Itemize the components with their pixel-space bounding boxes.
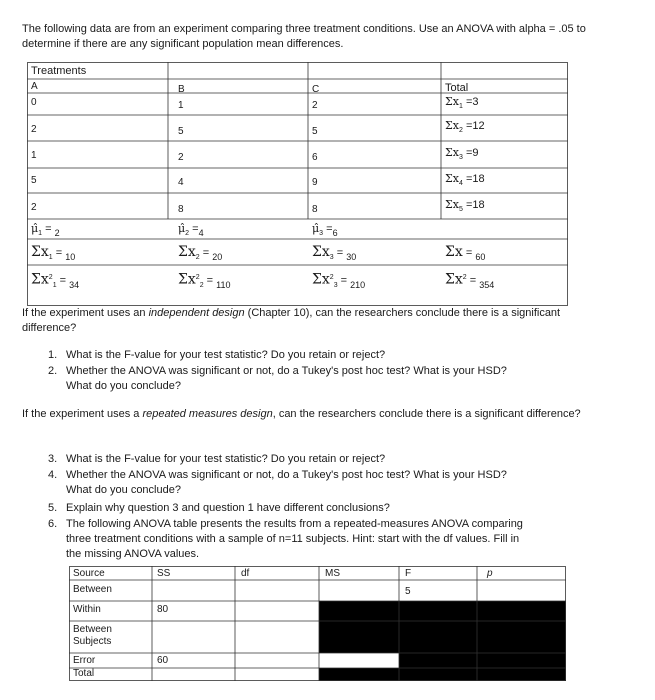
data-table-gridlines [27, 62, 568, 306]
header-total: Total [445, 82, 469, 94]
cell-r2-a: 2 [31, 124, 37, 135]
question-4: 4. Whether the ANOVA was significant or not, do a Tukey's post hoc test? What is your HSD? What do you conclude? [48, 469, 507, 496]
anova-ss-error: 60 [157, 655, 169, 666]
question-3: 3. What is the F-value for your test statistic? Do you retain or reject? [48, 453, 386, 465]
cell-r4-b: 4 [178, 177, 184, 188]
cell-r5-c: 8 [312, 204, 318, 215]
total-x2: $\Sigma x_2 =12$ [445, 119, 485, 135]
anova-table [69, 566, 566, 681]
sum-total: Σx = $_{60}$ [445, 244, 486, 262]
sum-b: $\Sigma x_2 = _{20}$ [178, 244, 223, 262]
anova-source-within: Within [73, 604, 101, 615]
header-c: C [312, 84, 320, 95]
anova-ss-within: 80 [157, 604, 169, 615]
anova-header-source: Source [73, 568, 105, 579]
sum-c: $\Sigma x_3 = _{30}$ [312, 244, 357, 262]
repeated-design-text: If the experiment uses a repeated measures design, can the researchers conclude there is a significant difference? [22, 408, 581, 420]
cell-r4-c: 9 [312, 177, 318, 188]
sumsq-b: $\Sigma x^2_2 = _{110}$ [178, 271, 231, 290]
anova-source-between: Between [73, 584, 112, 595]
anova-source-between-subjects: Between Subjects [73, 624, 112, 647]
cell-r5-a: 2 [31, 202, 37, 213]
treatments-label: Treatments [31, 65, 87, 77]
question-6: 6. The following ANOVA table presents the results from a repeated-measures ANOVA comparing three treatment conditions with a sample of n=11 subjects. Hint: start with the df values. Fill in the missing ANOVA values. [48, 518, 523, 560]
cell-r3-b: 2 [178, 152, 184, 163]
mean-c: $\mû_3 =_6$ [312, 222, 338, 238]
data-table [27, 62, 568, 306]
mean-b: $\mû_2 =_4$ [178, 222, 204, 238]
redaction-block-total [319, 668, 566, 681]
redaction-block-error [399, 653, 566, 668]
cell-r1-c: 2 [312, 100, 318, 111]
anova-header-ss: SS [157, 568, 171, 579]
sumsq-total: $\Sigma x^2 = _{354}$ [445, 271, 495, 290]
cell-r2-c: 5 [312, 126, 318, 137]
total-x1: $\Sigma x_1 =3$ [445, 95, 479, 111]
header-b: B [178, 84, 185, 95]
cell-r4-a: 5 [31, 175, 37, 186]
independent-design-text: If the experiment uses an independent design (Chapter 10), can the researchers conclude there is a significant difference? [22, 307, 561, 334]
anova-header-f: F [405, 568, 412, 579]
total-x3: $\Sigma x_3 =9$ [445, 146, 479, 162]
cell-r5-b: 8 [178, 204, 184, 215]
sum-a: $\Sigma x_1 = _{10}$ [31, 244, 76, 262]
total-x5: $\Sigma x_5 =18$ [445, 198, 485, 214]
anova-header-ms: MS [325, 568, 340, 579]
anova-f-between: 5 [405, 586, 411, 597]
anova-source-total: Total [73, 668, 95, 679]
mean-a: $\mû_1 = _2$ [31, 222, 60, 238]
cell-r3-a: 1 [31, 150, 37, 161]
sumsq-a: $\Sigma x^2_1 = _{34}$ [31, 271, 80, 290]
redaction-block-between-subjects [319, 621, 566, 653]
redaction-block-within [319, 601, 566, 621]
cell-r2-b: 5 [178, 126, 184, 137]
anova-source-error: Error [73, 655, 96, 666]
intro-text: The following data are from an experiment comparing three treatment conditions. Use an ANOVA with alpha = .05 to determine if there are any significant population mean differences. [22, 23, 586, 50]
cell-r1-b: 1 [178, 100, 184, 111]
total-x4: $\Sigma x_4 =18$ [445, 172, 485, 188]
question-5: 5. Explain why question 3 and question 1 have different conclusions? [48, 502, 390, 514]
anova-header-p: p [487, 568, 493, 579]
anova-header-df: df [241, 568, 250, 579]
header-a: A [31, 81, 38, 92]
sumsq-c: $\Sigma x^2_3 = _{210}$ [312, 271, 366, 290]
question-1: 1. What is the F-value for your test statistic? Do you retain or reject? [48, 349, 386, 361]
cell-r3-c: 6 [312, 152, 318, 163]
question-2: 2. Whether the ANOVA was significant or not, do a Tukey's post hoc test? What is your HSD? What do you conclude? [48, 365, 507, 392]
cell-r1-a: 0 [31, 97, 37, 108]
